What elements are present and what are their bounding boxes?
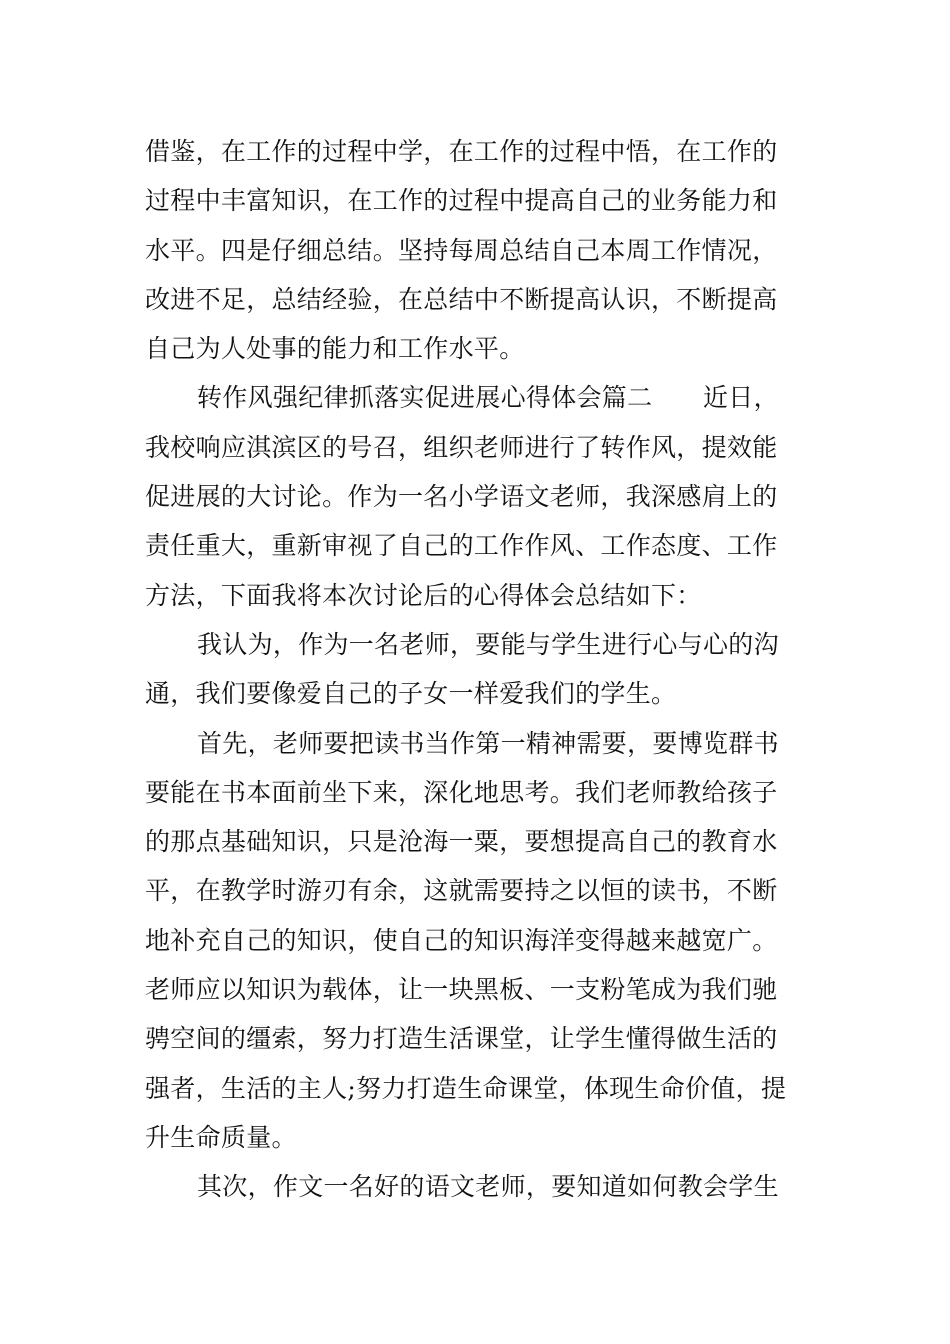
text-line: 其次，作文一名好的语文老师，要知道如何教会学生 bbox=[197, 1172, 779, 1202]
text-line: 自己为人处事的能力和工作水平。 bbox=[145, 334, 525, 364]
text-line: 通，我们要像爱自己的子女一样爱我们的学生。 bbox=[145, 679, 677, 709]
text-line: 老师应以知识为载体，让一块黑板、一支粉笔成为我们驰 bbox=[145, 975, 778, 1005]
text-line: 我认为，作为一名老师，要能与学生进行心与心的沟 bbox=[197, 629, 779, 659]
text-line: 地补充自己的知识，使自己的知识海洋变得越来越宽广。 bbox=[145, 925, 778, 955]
text-line: 要能在书本面前坐下来，深化地思考。我们老师教给孩子 bbox=[145, 777, 778, 807]
text-line: 责任重大，重新审视了自己的工作作风、工作态度、工作 bbox=[145, 531, 778, 561]
text-line: 水平。四是仔细总结。坚持每周总结自己本周工作情况， bbox=[145, 235, 778, 265]
text-line: 首先，老师要把读书当作第一精神需要，要博览群书 bbox=[197, 728, 779, 758]
text-line: 骋空间的缰索，努力打造生活课堂，让学生懂得做生活的 bbox=[145, 1024, 778, 1054]
text-line: 转作风强纪律抓落实促进展心得体会篇二 近日， bbox=[197, 383, 779, 413]
document-body bbox=[145, 127, 810, 1212]
text-line: 促进展的大讨论。作为一名小学语文老师，我深感肩上的 bbox=[145, 482, 778, 512]
text-line: 借鉴，在工作的过程中学，在工作的过程中悟，在工作的 bbox=[145, 137, 778, 166]
text-line: 升生命质量。 bbox=[145, 1122, 297, 1152]
text-line: 方法，下面我将本次讨论后的心得体会总结如下： bbox=[145, 580, 702, 610]
text-line: 过程中丰富知识，在工作的过程中提高自己的业务能力和 bbox=[145, 186, 778, 216]
text-line: 强者，生活的主人;努力打造生命课堂，体现生命价值，提 bbox=[145, 1073, 787, 1103]
text-line: 我校响应淇滨区的号召，组织老师进行了转作风，提效能 bbox=[145, 432, 778, 462]
text-line: 改进不足，总结经验，在总结中不断提高认识，不断提高 bbox=[145, 284, 778, 314]
text-line: 平，在教学时游刃有余，这就需要持之以恒的读书，不断 bbox=[145, 876, 778, 906]
text-line: 的那点基础知识，只是沧海一粟，要想提高自己的教育水 bbox=[145, 827, 778, 857]
